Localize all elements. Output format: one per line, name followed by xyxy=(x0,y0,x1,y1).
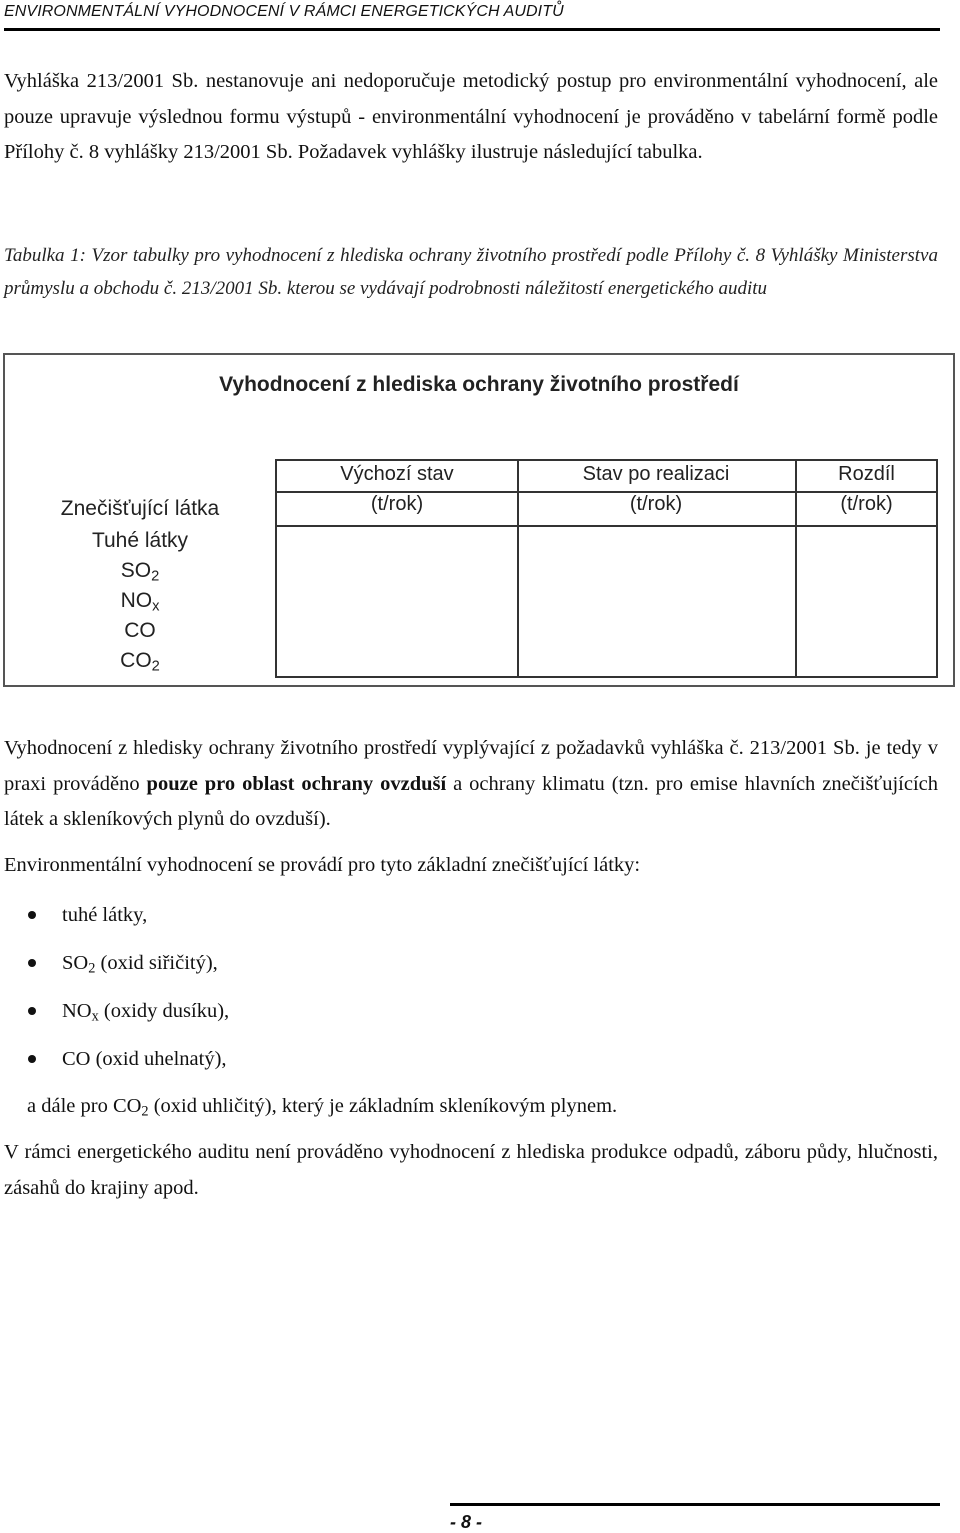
row-label-so2: $SO_2$ xyxy=(120,559,160,585)
column-header-unit: (t/rok) xyxy=(629,493,683,515)
row-label-co2: $CO_2$ xyxy=(120,649,160,675)
column-header-difference xyxy=(795,459,938,519)
bullet-icon xyxy=(28,911,36,919)
page-number: - 8 - xyxy=(450,1512,483,1532)
bullet-icon xyxy=(28,959,36,967)
list-item: $SO_2$ (oxid siřičitý), xyxy=(0,945,900,981)
column-header-unit: (t/rok) xyxy=(370,493,424,515)
footer-rule xyxy=(450,1503,940,1506)
body-paragraph-2: Environmentální vyhodnocení se provádí pro tyto základní znečišťující látky: xyxy=(4,854,641,876)
figure-title: Vyhodnocení z hlediska ochrany životního prostředí xyxy=(219,373,739,396)
column-header-name: Rozdíl xyxy=(838,463,895,485)
table-caption: Tabulka 1: Vzor tabulky pro vyhodnocení z hlediska ochrany životního prostředí podle Přílohy č. 8 Vyhlášky Ministerstva průmyslu a obchodu č. 213/2001 Sb. kterou se vydávají podrobnosti náležitostí energetického auditu xyxy=(4,245,938,299)
page-header: ENVIRONMENTÁLNÍ VYHODNOCENÍ V RÁMCI ENERGETICKÝCH AUDITŮ xyxy=(4,3,564,20)
intro-paragraph: Vyhláška 213/2001 Sb. nestanovuje ani nedoporučuje metodický postup pro environmentální vyhodnocení, ale pouze upravuje výslednou formu výstupů - environmentální vyhodnocení je prováděno v tabelární formě podle Přílohy č. 8 vyhlášky 213/2001 Sb. Požadavek vyhlášky ilustruje následující tabulka. xyxy=(4,70,938,163)
row-header: Znečišťující látka xyxy=(60,497,220,520)
row-label-nox: $NO_x$ xyxy=(120,589,160,615)
column-header-after xyxy=(517,459,795,519)
body-paragraph-1: Vyhodnocení z hledisky ochrany životního prostředí vyplývající z požadavků vyhláška č. 213/2001 Sb. je tedy v praxi prováděno pouze pro oblast ochrany ovzduší a ochrany klimatu (tzn. pro emise hlavních znečišťujících látek a skleníkových plynů do ovzduší). xyxy=(4,737,938,830)
list-item: tuhé látky, xyxy=(0,897,900,933)
list-item: CO (oxid uhelnatý), xyxy=(0,1041,900,1077)
row-label-solids: Tuhé látky xyxy=(91,529,189,552)
co2-line: a dále pro $CO_2$ (oxid uhličitý), který je základním skleníkovým plynem. xyxy=(27,1095,618,1120)
list-item: $NO_x$ (oxidy dusíku), xyxy=(0,993,900,1029)
body-paragraph-3: V rámci energetického auditu není prováděno vyhodnocení z hlediska produkce odpadů, záboru půdy, hlučnosti, zásahů do krajiny apod. xyxy=(4,1141,938,1199)
row-label-co: CO xyxy=(124,619,156,642)
column-header-name: Stav po realizaci xyxy=(582,463,730,485)
column-header-initial xyxy=(277,459,517,519)
bullet-icon xyxy=(28,1007,36,1015)
grid-line xyxy=(277,525,936,527)
header-rule xyxy=(4,28,940,31)
bold-phrase: pouze pro oblast ochrany ovzduší xyxy=(146,772,447,795)
column-header-unit: (t/rok) xyxy=(840,493,893,515)
sample-table-figure xyxy=(3,353,955,687)
column-header-name: Výchozí stav xyxy=(340,463,454,485)
bullet-icon xyxy=(28,1055,36,1063)
